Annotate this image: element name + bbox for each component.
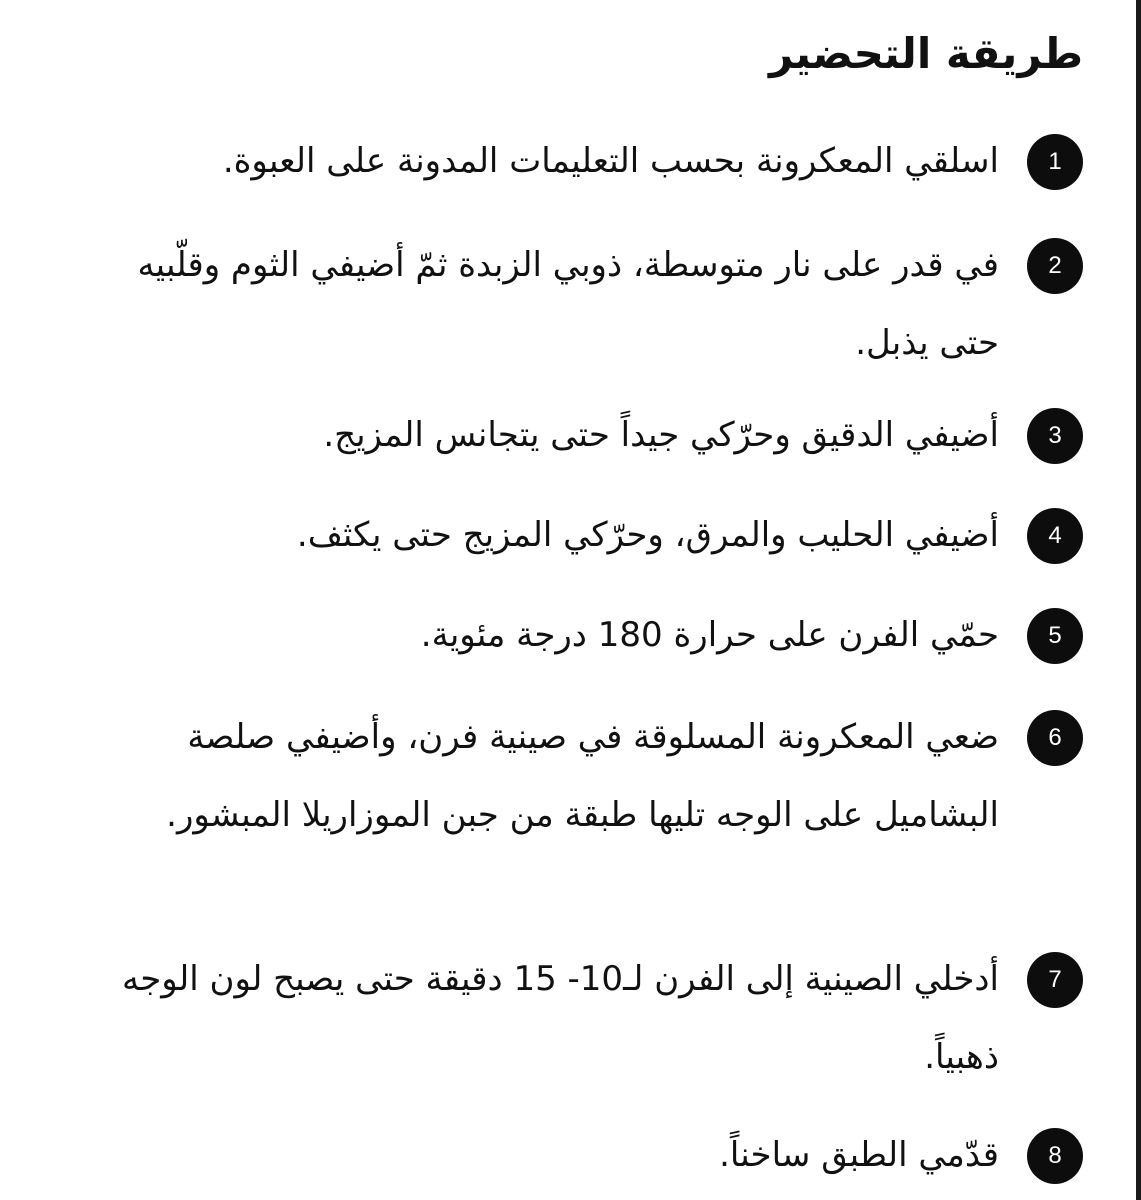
step-number-badge: 6	[1027, 710, 1083, 766]
step-number-badge: 7	[1027, 952, 1083, 1008]
step-text: أضيفي الدقيق وحرّكي جيداً حتى يتجانس المزيج.	[323, 415, 999, 455]
step-item	[83, 122, 1083, 200]
step-text: حمّي الفرن على حرارة 180 درجة مئوية.	[420, 615, 999, 655]
step-item	[83, 396, 1083, 474]
step-number-badge: 2	[1027, 238, 1083, 294]
step-text: قدّمي الطبق ساخناً.	[719, 1135, 999, 1175]
step-text: أضيفي الحليب والمرق، وحرّكي المزيج حتى يكثف.	[296, 515, 999, 555]
step-text: ضعي المعكرونة المسلوقة في صينية فرن، وأضيفي صلصة البشاميل على الوجه تليها طبقة من جبن الموزاريلا المبشور.	[166, 717, 999, 835]
scrollbar[interactable]	[1136, 0, 1141, 1200]
step-text: اسلقي المعكرونة بحسب التعليمات المدونة على العبوة.	[222, 141, 999, 181]
step-item	[83, 940, 1083, 1096]
step-number-badge: 1	[1027, 134, 1083, 190]
section-title: طريقة التحضير	[768, 29, 1083, 78]
step-number-badge: 4	[1027, 508, 1083, 564]
step-number-badge: 3	[1027, 408, 1083, 464]
step-item	[83, 698, 1083, 854]
step-text: أدخلي الصينية إلى الفرن لـ10- 15 دقيقة حتى يصبح لون الوجه ذهبياً.	[122, 959, 999, 1077]
step-text: في قدر على نار متوسطة، ذوبي الزبدة ثمّ أضيفي الثوم وقلّبيه حتى يذبل.	[137, 245, 999, 363]
step-item	[83, 496, 1083, 574]
step-item	[83, 596, 1083, 674]
step-item	[83, 226, 1083, 382]
step-item	[83, 1116, 1083, 1194]
step-number-badge: 5	[1027, 608, 1083, 664]
step-number-badge: 8	[1027, 1128, 1083, 1184]
